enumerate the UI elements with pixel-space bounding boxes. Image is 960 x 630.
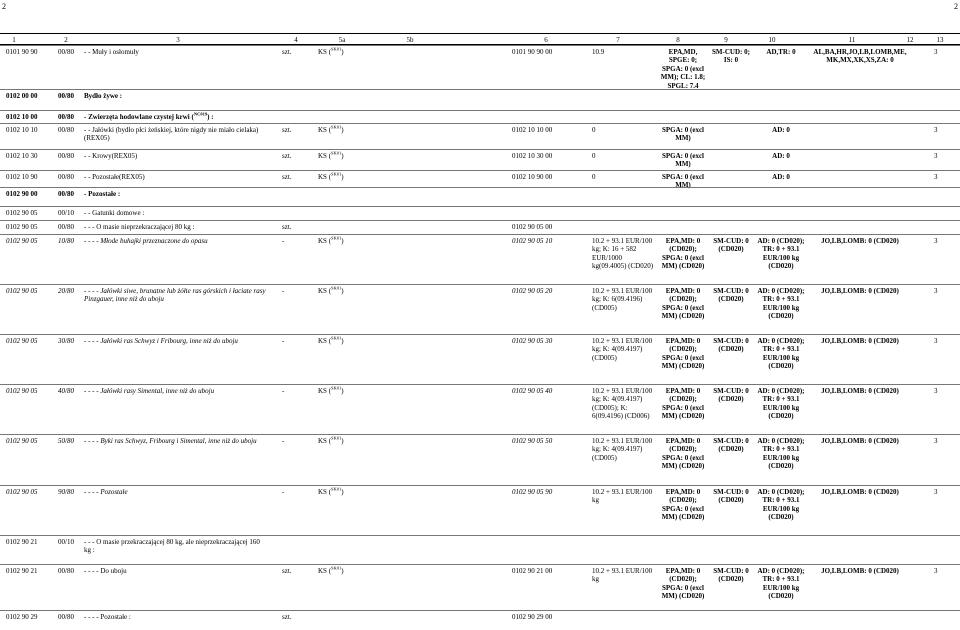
footnote-ref: SK01 xyxy=(331,385,342,391)
cell-text-end: ) xyxy=(341,488,344,496)
cell-c4: szt. xyxy=(282,173,292,181)
cell-c7: 10.2 + 93.1 EUR/100 kg; K: 4(09.4197) (CD005) xyxy=(592,437,653,462)
row-separator xyxy=(0,564,960,565)
cell-c5a xyxy=(318,488,378,496)
cell-c8: EPA,MD, SPGE: 0; SPGA: 0 (excl MM); CL: 1.8; SPGL: 7.4 xyxy=(660,48,706,90)
cell-c1: 0102 90 00 xyxy=(6,190,38,198)
cell-c3: - - Muły i osłomuły xyxy=(84,48,139,56)
cell-c13: 3 xyxy=(934,567,938,575)
cell-c2: 50/80 xyxy=(58,437,74,445)
cell-c4: szt. xyxy=(282,613,292,621)
cell-text: KS ( xyxy=(318,337,332,345)
cell-c11: JO,LB,LOMB: 0 (CD020) xyxy=(821,287,899,295)
cell-text: KS ( xyxy=(318,387,332,395)
cell-c4: - xyxy=(282,337,285,345)
cell-c8: EPA,MD: 0 (CD020); SPGA: 0 (excl MM) (CD020) xyxy=(661,488,705,522)
cell-c3: - - - - Jałówki rasy Simental, inne niż do uboju xyxy=(84,387,215,395)
row-separator xyxy=(0,45,960,46)
cell-c4: - xyxy=(282,488,285,496)
cell-c2: 00/10 xyxy=(58,209,74,217)
cell-c2: 00/80 xyxy=(58,113,74,121)
cell-text-end: ) : xyxy=(207,113,214,121)
row-separator xyxy=(0,170,960,171)
cell-c2: 20/80 xyxy=(58,287,74,295)
cell-c13: 3 xyxy=(934,437,938,445)
cell-text-end: ) xyxy=(341,337,344,345)
cell-c1: 0102 10 30 xyxy=(6,152,38,160)
cell-text: KS ( xyxy=(318,237,332,245)
cell-c4: - xyxy=(282,287,285,295)
cell-c1: 0102 90 05 xyxy=(6,387,38,395)
cell-c5a xyxy=(318,237,378,245)
cell-text: KS ( xyxy=(318,567,332,575)
cell-text-end: ) xyxy=(341,237,344,245)
row-separator xyxy=(0,89,960,90)
cell-c6: 0102 90 05 00 xyxy=(512,223,553,231)
footnote-ref: SK01 xyxy=(331,124,342,130)
cell-c10: AD: 0 (CD020); TR: 0 + 93.1 EUR/100 kg (CD020) xyxy=(757,488,805,522)
cell-c5a xyxy=(318,567,378,575)
cell-c6: 0102 10 30 00 xyxy=(512,152,553,160)
row-separator xyxy=(0,485,960,486)
cell-c6: 0102 90 05 30 xyxy=(512,337,553,345)
cell-c7: 10.9 xyxy=(592,48,605,56)
cell-c7: 0 xyxy=(592,152,596,160)
column-header: 6 xyxy=(544,36,548,44)
cell-c7: 10.2 + 93.1 EUR/100 kg xyxy=(592,567,653,584)
cell-c8: EPA,MD: 0 (CD020); SPGA: 0 (excl MM) (CD020) xyxy=(661,387,705,421)
cell-c9: SM-CUD: 0; IS: 0 xyxy=(712,48,750,65)
column-header: 9 xyxy=(724,36,728,44)
cell-c8: EPA,MD: 0 (CD020); SPGA: 0 (excl MM) (CD020) xyxy=(661,567,705,601)
cell-c11: JO,LB,LOMB: 0 (CD020) xyxy=(821,437,899,445)
cell-c2: 40/80 xyxy=(58,387,74,395)
cell-c8: SPGA: 0 (excl MM) xyxy=(662,173,704,190)
cell-c4: - xyxy=(282,237,285,245)
cell-c10: AD: 0 (CD020); TR: 0 + 93.1 EUR/100 kg (CD020) xyxy=(757,287,805,321)
cell-c3: - - - - Pozostałe xyxy=(84,488,128,496)
cell-text: KS ( xyxy=(318,488,332,496)
cell-c2: 00/80 xyxy=(58,567,74,575)
row-separator xyxy=(0,123,960,124)
column-header: 11 xyxy=(848,36,856,44)
page-number-right: 2 xyxy=(954,2,958,11)
cell-c3: Bydło żywe : xyxy=(84,92,123,100)
cell-c11: JO,LB,LOMB: 0 (CD020) xyxy=(821,337,899,345)
cell-c2: 00/80 xyxy=(58,152,74,160)
cell-c7: 10.2 + 93.1 EUR/100 kg; K: 16 + 582 EUR/1000 kg(09.4005) (CD020) xyxy=(592,237,654,271)
row-separator xyxy=(0,220,960,221)
cell-c4: szt. xyxy=(282,152,292,160)
cell-c9: SM-CUD: 0 (CD020) xyxy=(713,237,749,254)
cell-c3: - - Pozostałe(REX05) xyxy=(84,173,145,181)
cell-c1: 0102 90 29 xyxy=(6,613,38,621)
cell-c13: 3 xyxy=(934,387,938,395)
cell-c9: SM-CUD: 0 (CD020) xyxy=(713,567,749,584)
cell-c3: - - - - Jałówki siwe, brunatne lub żółte ras górskich i łaciate rasy Pinzgauer, inne niż do uboju xyxy=(84,287,266,304)
cell-c1: 0102 90 05 xyxy=(6,209,38,217)
row-separator xyxy=(0,384,960,385)
footnote-ref: NC019 xyxy=(193,111,208,117)
cell-c5a xyxy=(318,437,378,445)
cell-c2: 10/80 xyxy=(58,237,74,245)
cell-c8: EPA,MD: 0 (CD020); SPGA: 0 (excl MM) (CD020) xyxy=(661,287,705,321)
cell-c10: AD: 0 xyxy=(772,173,790,181)
cell-c11: JO,LB,LOMB: 0 (CD020) xyxy=(821,567,899,575)
cell-text-end: ) xyxy=(341,287,344,295)
row-separator xyxy=(0,334,960,335)
cell-c1: 0102 10 00 xyxy=(6,113,38,121)
cell-c13: 3 xyxy=(934,337,938,345)
cell-c13: 3 xyxy=(934,488,938,496)
column-header: 3 xyxy=(176,36,180,44)
cell-c1: 0102 10 90 xyxy=(6,173,38,181)
cell-c11: JO,LB,LOMB: 0 (CD020) xyxy=(821,237,899,245)
cell-c9: SM-CUD: 0 (CD020) xyxy=(713,437,749,454)
cell-text-end: ) xyxy=(341,152,344,160)
cell-c6: 0101 90 90 00 xyxy=(512,48,553,56)
cell-c6: 0102 10 90 00 xyxy=(512,173,553,181)
cell-text-end: ) xyxy=(341,173,344,181)
footnote-ref: SK01 xyxy=(331,565,342,571)
cell-c3: - - - - Byki ras Schwyz, Fribourg i Simental, inne niż do uboju xyxy=(84,437,257,445)
cell-c5a xyxy=(318,387,378,395)
footnote-ref: SK01 xyxy=(331,486,342,492)
cell-c2: 90/80 xyxy=(58,488,74,496)
cell-c4: - xyxy=(282,437,285,445)
cell-text: KS ( xyxy=(318,152,332,160)
cell-c5a xyxy=(318,287,378,295)
cell-c3 xyxy=(84,113,268,121)
cell-c11: JO,LB,LOMB: 0 (CD020) xyxy=(821,387,899,395)
cell-text-end: ) xyxy=(341,48,344,56)
cell-c6: 0102 10 10 00 xyxy=(512,126,553,134)
cell-c3: - - - O masie nieprzekraczającej 80 kg : xyxy=(84,223,195,231)
cell-c2: 00/80 xyxy=(58,173,74,181)
cell-c2: 00/80 xyxy=(58,126,74,134)
footnote-ref: SK01 xyxy=(331,335,342,341)
cell-c7: 10.2 + 93.1 EUR/100 kg xyxy=(592,488,653,505)
cell-c2: 00/80 xyxy=(58,613,74,621)
cell-c7: 0 xyxy=(592,126,596,134)
cell-c9: SM-CUD: 0 (CD020) xyxy=(713,488,749,505)
row-separator xyxy=(0,110,960,111)
footnote-ref: SK01 xyxy=(331,235,342,241)
footnote-ref: SK01 xyxy=(331,171,342,177)
cell-c11: JO,LB,LOMB: 0 (CD020) xyxy=(821,488,899,496)
footnote-ref: SK01 xyxy=(331,150,342,156)
cell-c3: - - - - Do uboju xyxy=(84,567,127,575)
cell-c1: 0102 90 05 xyxy=(6,287,38,295)
cell-c3: - - - - Jałówki ras Schwyz i Fribourg, inne niż do uboju xyxy=(84,337,238,345)
row-separator xyxy=(0,535,960,536)
cell-c1: 0102 10 10 xyxy=(6,126,38,134)
cell-c4: szt. xyxy=(282,48,292,56)
row-separator xyxy=(0,187,960,188)
cell-c10: AD: 0 (CD020); TR: 0 + 93.1 EUR/100 kg (CD020) xyxy=(757,567,805,601)
column-header: 10 xyxy=(768,36,776,44)
cell-c1: 0102 00 00 xyxy=(6,92,38,100)
cell-c5a xyxy=(318,152,378,160)
cell-c7: 10.2 + 93.1 EUR/100 kg; K: 4(09.4197) (CD005); K: 6(09.4196) (CD006) xyxy=(592,387,653,421)
cell-c9: SM-CUD: 0 (CD020) xyxy=(713,387,749,404)
row-separator xyxy=(0,610,960,611)
cell-c1: 0102 90 05 xyxy=(6,337,38,345)
cell-c5a xyxy=(318,48,378,56)
cell-c6: 0102 90 05 20 xyxy=(512,287,553,295)
cell-c13: 3 xyxy=(934,126,938,134)
cell-text: KS ( xyxy=(318,437,332,445)
cell-c7: 10.2 + 93.1 EUR/100 kg; K: 6(09.4196) (CD005) xyxy=(592,287,653,312)
cell-c8: SPGA: 0 (excl MM) xyxy=(662,152,704,169)
cell-c10: AD: 0 xyxy=(772,126,790,134)
column-header: 12 xyxy=(906,36,914,44)
footnote-ref: SK01 xyxy=(331,285,342,291)
cell-c11: AL,BA,HR,JO,LB,LOMB,ME, MK,MX,XK,XS,ZA: 0 xyxy=(813,48,907,65)
cell-c1: 0102 90 05 xyxy=(6,437,38,445)
row-separator xyxy=(0,149,960,150)
cell-c4: szt. xyxy=(282,126,292,134)
cell-text-end: ) xyxy=(341,567,344,575)
cell-c4: szt. xyxy=(282,567,292,575)
cell-c13: 3 xyxy=(934,237,938,245)
cell-c8: SPGA: 0 (excl MM) xyxy=(662,126,704,143)
cell-c10: AD: 0 (CD020); TR: 0 + 93.1 EUR/100 kg (CD020) xyxy=(757,387,805,421)
column-header: 5b xyxy=(406,36,414,44)
cell-c9: SM-CUD: 0 (CD020) xyxy=(713,287,749,304)
row-separator xyxy=(0,284,960,285)
cell-c1: 0102 90 05 xyxy=(6,488,38,496)
row-separator xyxy=(0,234,960,235)
cell-c10: AD: 0 (CD020); TR: 0 + 93.1 EUR/100 kg (CD020) xyxy=(757,237,805,271)
column-header: 7 xyxy=(616,36,620,44)
cell-c13: 3 xyxy=(934,173,938,181)
cell-c5a xyxy=(318,126,378,134)
column-header: 13 xyxy=(936,36,944,44)
cell-c3: - - - O masie przekraczającej 80 kg, ale nieprzekraczającej 160 kg : xyxy=(84,538,260,555)
cell-c13: 3 xyxy=(934,152,938,160)
cell-c3: - - Jałówki (bydło płci żeńskiej, które nigdy nie miało cielaka)(REX05) xyxy=(84,126,259,143)
cell-c8: EPA,MD: 0 (CD020); SPGA: 0 (excl MM) (CD020) xyxy=(661,437,705,471)
cell-c7: 0 xyxy=(592,173,596,181)
cell-c1: 0101 90 90 xyxy=(6,48,38,56)
cell-c3: - - Gatunki domowe : xyxy=(84,209,145,217)
column-header: 4 xyxy=(294,36,298,44)
cell-c2: 00/80 xyxy=(58,223,74,231)
cell-c8: EPA,MD: 0 (CD020); SPGA: 0 (excl MM) (CD020) xyxy=(661,337,705,371)
footnote-ref: SK01 xyxy=(331,46,342,52)
cell-c2: 00/80 xyxy=(58,190,74,198)
cell-c10: AD,TR: 0 xyxy=(766,48,796,56)
cell-c2: 00/80 xyxy=(58,92,74,100)
column-header: 5a xyxy=(338,36,346,44)
column-header: 8 xyxy=(676,36,680,44)
cell-c10: AD: 0 xyxy=(772,152,790,160)
cell-c6: 0102 90 29 00 xyxy=(512,613,553,621)
cell-c6: 0102 90 05 50 xyxy=(512,437,553,445)
cell-text: KS ( xyxy=(318,126,332,134)
cell-c1: 0102 90 05 xyxy=(6,237,38,245)
cell-text: KS ( xyxy=(318,287,332,295)
cell-c3: - Pozostałe : xyxy=(84,190,121,198)
cell-c13: 3 xyxy=(934,48,938,56)
cell-c9: SM-CUD: 0 (CD020) xyxy=(713,337,749,354)
row-separator xyxy=(0,206,960,207)
cell-c1: 0102 90 21 xyxy=(6,567,38,575)
cell-c4: - xyxy=(282,387,285,395)
cell-text: KS ( xyxy=(318,173,332,181)
page-number-left: 2 xyxy=(2,2,6,11)
cell-text-end: ) xyxy=(341,437,344,445)
cell-c2: 00/10 xyxy=(58,538,74,546)
row-separator xyxy=(0,434,960,435)
cell-c13: 3 xyxy=(934,287,938,295)
column-header: 2 xyxy=(64,36,68,44)
cell-c5a xyxy=(318,337,378,345)
cell-c1: 0102 90 05 xyxy=(6,223,38,231)
cell-c1: 0102 90 21 xyxy=(6,538,38,546)
cell-text-end: ) xyxy=(341,387,344,395)
cell-c2: 30/80 xyxy=(58,337,74,345)
cell-c6: 0102 90 21 00 xyxy=(512,567,553,575)
cell-text: - Zwierzęta hodowlane czystej krwi ( xyxy=(84,113,194,121)
cell-c3: - - - - Pozostałe : xyxy=(84,613,131,621)
cell-c3: - - - - Młode buhajki przeznaczone do opasu xyxy=(84,237,208,245)
cell-text-end: ) xyxy=(341,126,344,134)
cell-c2: 00/80 xyxy=(58,48,74,56)
cell-c7: 10.2 + 93.1 EUR/100 kg; K: 4(09.4197) (CD005) xyxy=(592,337,653,362)
cell-c3: - - Krowy(REX05) xyxy=(84,152,138,160)
header-rule-top xyxy=(0,33,960,34)
cell-c8: EPA,MD: 0 (CD020); SPGA: 0 (excl MM) (CD020) xyxy=(661,237,705,271)
cell-c5a xyxy=(318,173,378,181)
cell-c10: AD: 0 (CD020); TR: 0 + 93.1 EUR/100 kg (CD020) xyxy=(757,337,805,371)
cell-c4: szt. xyxy=(282,223,292,231)
cell-c6: 0102 90 05 90 xyxy=(512,488,553,496)
cell-c10: AD: 0 (CD020); TR: 0 + 93.1 EUR/100 kg (CD020) xyxy=(757,437,805,471)
column-header: 1 xyxy=(12,36,16,44)
cell-c6: 0102 90 05 40 xyxy=(512,387,553,395)
cell-text: KS ( xyxy=(318,48,332,56)
footnote-ref: SK01 xyxy=(331,435,342,441)
cell-c6: 0102 90 05 10 xyxy=(512,237,553,245)
